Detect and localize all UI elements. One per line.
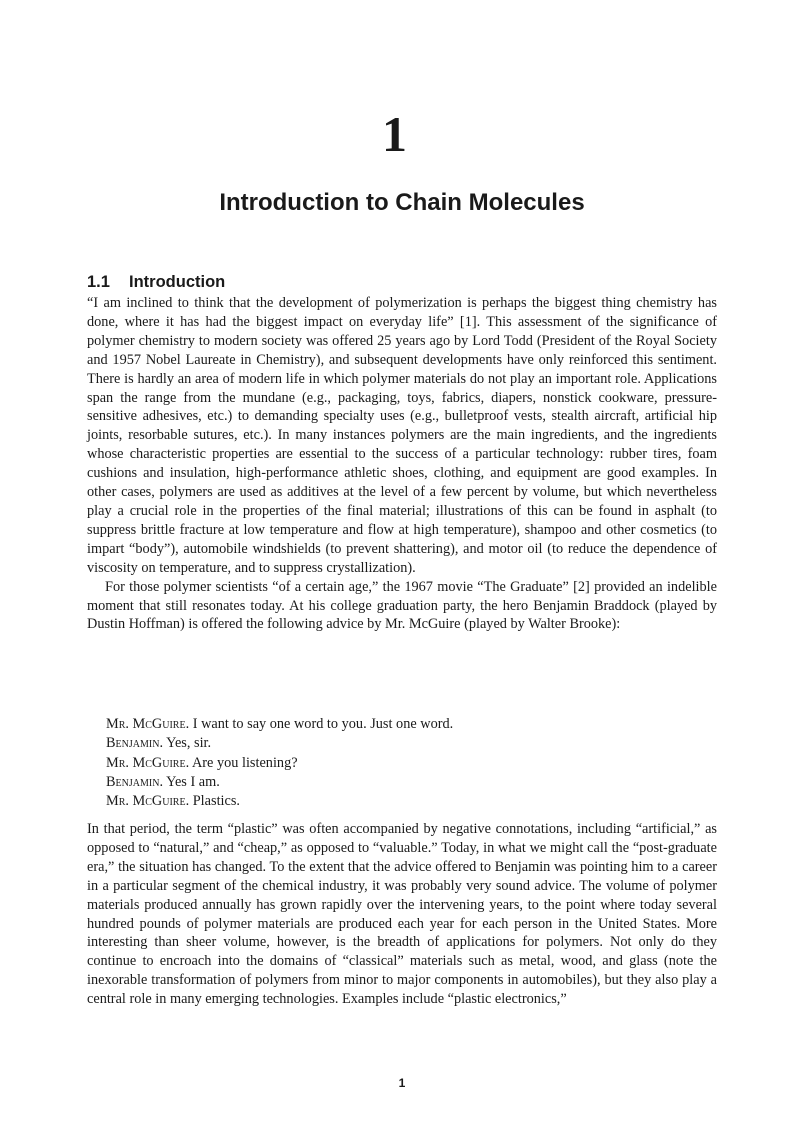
section-heading — [87, 271, 225, 293]
dialogue-text: I want to say one word to you. Just one word. — [192, 716, 454, 732]
dialogue-text: Yes, sir. — [166, 735, 212, 752]
closing-text-block — [87, 820, 717, 1009]
dialogue-speaker: Benjamin — [106, 735, 160, 752]
dialogue-line: Benjamin. Yes I am. — [106, 773, 220, 790]
dialogue-block — [106, 715, 666, 811]
dialogue-speaker: Mr. McGuire — [106, 754, 186, 771]
dialogue-speaker: Benjamin — [106, 773, 160, 790]
paragraph-graduate: For those polymer scientists “of a certain age,” the 1967 movie “The Graduate” [2] provided an indelible moment that still resonates today. At his college graduation party, the hero Benjamin Braddock (played by Dustin Hoffman) is offered the following advice by Mr. McGuire (played by Walter Brooke): — [87, 578, 717, 633]
dialogue-text: Yes I am. — [166, 773, 220, 790]
section-number: 1.1 — [87, 273, 110, 291]
chapter-title: Introduction to Chain Molecules — [219, 189, 585, 216]
dialogue-line: Mr. McGuire. Plastics. — [106, 793, 240, 810]
section-title: Introduction — [129, 273, 226, 291]
dialogue-text: Are you listening? — [191, 754, 298, 771]
dialogue-speaker: Mr. McGuire — [106, 716, 186, 732]
chapter-number: 1 — [382, 106, 407, 162]
intro-text-block — [87, 294, 717, 634]
page-number: 1 — [398, 1076, 406, 1090]
dialogue-text: Plastics. — [192, 793, 240, 810]
dialogue-line: Mr. McGuire. I want to say one word to you. Just one word. — [106, 716, 454, 732]
paragraph-todd-quote: “I am inclined to think that the development of polymerization is perhaps the biggest thing chemistry has done, where it has had the biggest impact on everyday life” [1]. This assessment of the significance of polymer chemistry to modern society was offered 25 years ago by Lord Todd (President of the Royal Society and 1957 Nobel Laureate in Chemistry), and subsequent developments have only reinforced this sentiment. There is hardly an area of modern life in which polymer materials do not play an important role. Applications span the range from the mundane (e.g., packaging, toys, fabrics, diapers, nonstick cookware, pressure-sensitive adhesives, etc.) to demanding specialty uses (e.g., bulletproof vests, stealth aircraft, artificial hip joints, resorbable sutures, etc.). In many instances polymers are the main ingredients, and the ingredients whose characteristic properties are essential to the success of a particular technology: rubber tires, foam cushions and insulation, high-performance athletic shoes, clothing, and equipment are good examples. In other cases, polymers are used as additives at the level of a few percent by volume, but which nevertheless play a crucial role in the properties of the final material; illustrations of this can be found in asphalt (to suppress brittle fracture at low temperature and flow at high temperature), shampoo and other cosmetics (to impart “body”), automobile windshields (to prevent shattering), and motor oil (to reduce the dependence of viscosity on temperature, and to suppress crystallization). — [87, 295, 717, 576]
paragraph-post-graduate: In that period, the term “plastic” was often accompanied by negative connotations, including “artificial,” as opposed to “natural,” and “cheap,” as opposed to “valuable.” Today, in what we might call the “post-graduate era,” the situation has changed. To the extent that the advice offered to Benjamin was pointing him to a career in a particular segment of the chemical industry, it was probably very sound advice. The volume of polymer materials produced annually has grown rapidly over the intervening years, to the point where today several hundred pounds of polymer materials are produced each year for each person in the United States. More interesting than sheer volume, however, is the breadth of applications for polymers. Not only do they continue to encroach into the domains of “classical” materials such as metal, wood, and glass (note the inexorable transformation of polymers from minor to major components in automobiles), but they also play a central role in many emerging technologies. Examples include “plastic electronics,” — [87, 821, 717, 1008]
dialogue-speaker: Mr. McGuire — [106, 793, 186, 810]
dialogue-line: Benjamin. Yes, sir. — [106, 735, 212, 752]
dialogue-line: Mr. McGuire. Are you listening? — [106, 754, 298, 771]
